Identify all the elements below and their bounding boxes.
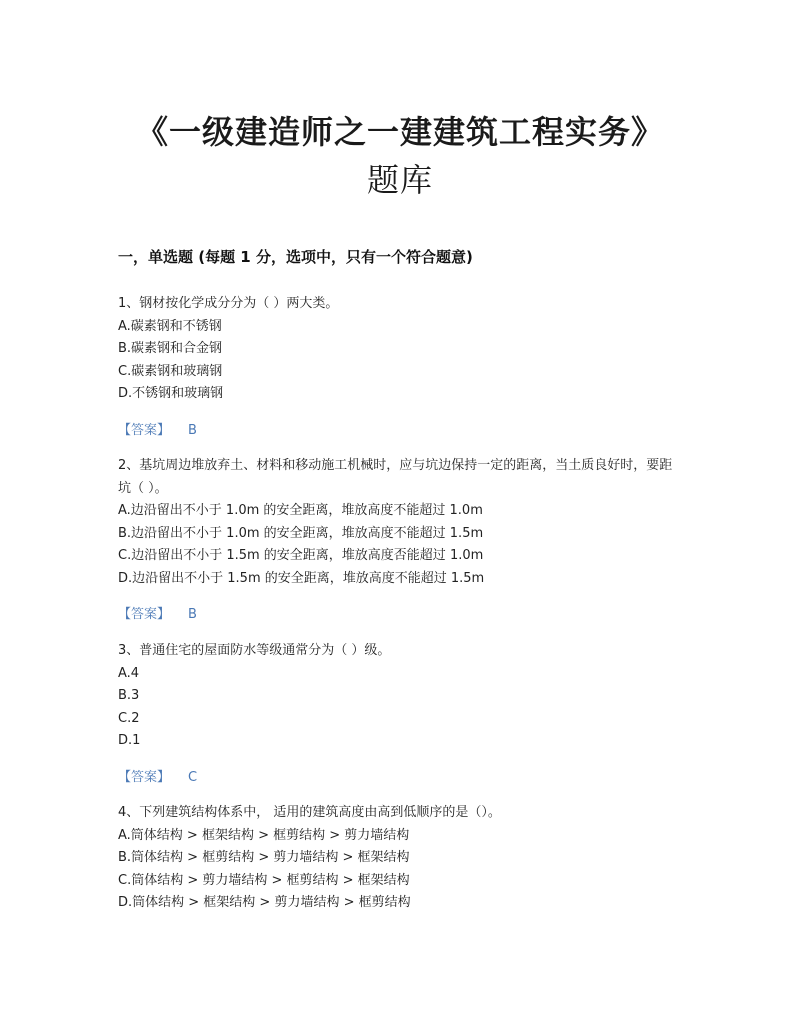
question-1 [118, 293, 678, 442]
answer-label: 【答案】 [118, 607, 171, 622]
option-b: B.碳素钢和合金钢 [118, 341, 223, 356]
answer-label: 【答案】 [118, 769, 171, 785]
option-c: C.碳素钢和玻璃钢 [118, 363, 223, 379]
option-c: C.筒体结构 > 剪力墙结构 > 框剪结构 > 框架结构 [118, 872, 410, 888]
option-a: A.碳素钢和不锈钢 [118, 318, 222, 334]
option-a: A.筒体结构 > 框架结构 > 框剪结构 > 剪力墙结构 [118, 827, 410, 843]
answer-row [118, 767, 678, 789]
question-2 [118, 455, 678, 626]
option-d: D.1 [118, 733, 141, 748]
option-d: D.边沿留出不小于 1.5m 的安全距离，堆放高度不能超过 1.5m [118, 570, 485, 586]
answer-label: 【答案】 [118, 422, 171, 438]
option-a: A.4 [118, 665, 140, 681]
answer-value: C [188, 769, 198, 785]
option-b: B.3 [118, 688, 140, 703]
question-stem: 2、基坑周边堆放弃土、材料和移动施工机械时，应与坑边保持一定的距离，当土质良好时，要距坑（ ）。 [118, 458, 673, 496]
answer-value: B [188, 422, 197, 438]
question-stem: 3、普通住宅的屋面防水等级通常分为（ ）级。 [118, 643, 391, 658]
question-4 [118, 802, 678, 915]
document-title: 《一级建造师之一建建筑工程实务》 [135, 113, 664, 151]
option-c: C.边沿留出不小于 1.5m 的安全距离，堆放高度否能超过 1.0m [118, 548, 484, 563]
section-heading: 一，单选题 (每题 1 分，选项中，只有一个符合题意) [118, 248, 473, 266]
option-b: B.边沿留出不小于 1.0m 的安全距离，堆放高度不能超过 1.5m [118, 525, 484, 541]
option-a: A.边沿留出不小于 1.0m 的安全距离，堆放高度不能超过 1.0m [118, 503, 483, 518]
question-stem: 1、钢材按化学成分分为（ ）两大类。 [118, 296, 339, 311]
answer-value: B [188, 607, 197, 622]
document-subtitle: 题库 [366, 161, 433, 199]
option-d: D.筒体结构 > 框架结构 > 剪力墙结构 > 框剪结构 [118, 895, 411, 910]
option-d: D.不锈钢和玻璃钢 [118, 386, 224, 401]
option-b: B.筒体结构 > 框剪结构 > 剪力墙结构 > 框架结构 [118, 850, 410, 865]
question-3 [118, 640, 678, 789]
answer-row [118, 420, 678, 442]
option-c: C.2 [118, 710, 140, 726]
answer-row [118, 604, 678, 626]
question-stem: 4、下列建筑结构体系中， 适用的建筑高度由高到低顺序的是（）。 [118, 805, 501, 820]
